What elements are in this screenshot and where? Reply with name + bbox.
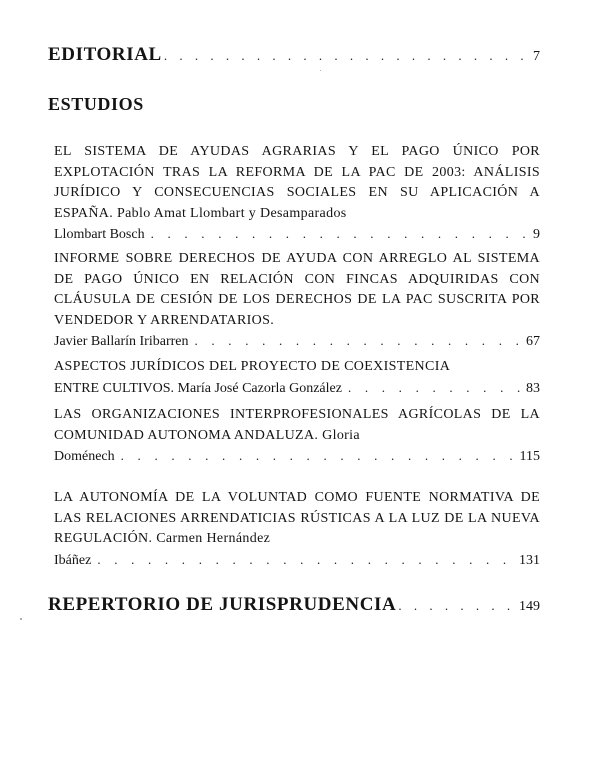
entry-title: LA AUTONOMÍA DE LA VOLUNTAD COMO FUENTE NORMATIVA DE LAS RELACIONES ARRENDATICIAS RÚSTICAS A LA LUZ DE LA NUEVA REGULACIÓN. Carmen Hernández — [54, 490, 540, 546]
entry-authors: Ibáñez — [54, 552, 92, 568]
dot-leader — [348, 378, 522, 399]
entry-tail-line — [54, 331, 540, 353]
scan-speck — [20, 618, 22, 620]
entry-page-number: 115 — [519, 449, 540, 464]
dot-leader — [151, 224, 529, 245]
repertorio-title: REPERTORIO DE JURISPRUDENCIA — [48, 594, 397, 615]
entry-page-number: 67 — [526, 334, 540, 349]
entry-page-number: 9 — [533, 227, 540, 242]
toc-entry[interactable] — [54, 488, 540, 571]
toc-entry[interactable] — [54, 249, 540, 353]
entry-page-number: 83 — [526, 380, 540, 396]
toc-entry[interactable] — [54, 405, 540, 468]
toc-entry[interactable] — [54, 142, 540, 246]
entry-title: INFORME SOBRE DERECHOS DE AYUDA CON ARREGLO AL SISTEMA DE PAGO ÚNICO EN RELACIÓN CON FINCAS ADQUIRIDAS CON CLÁUSULA DE CESIÓN DE LOS DERECHOS DE LA PAC SUSCRITA POR VENDEDOR Y ARRENDATARIOS. — [54, 251, 540, 328]
toc-entry[interactable] — [54, 357, 540, 399]
entry-tail-line — [54, 378, 540, 400]
entry-title: LAS ORGANIZACIONES INTERPROFESIONALES AGRÍCOLAS DE LA COMUNIDAD AUTONOMA ANDALUZA. Gloria — [54, 407, 540, 443]
entry-authors: ENTRE CULTIVOS. María José Cazorla González — [54, 380, 342, 396]
toc-editorial-line[interactable] — [48, 44, 540, 66]
repertorio-page-number: 149 — [519, 599, 540, 614]
entry-tail-line — [54, 224, 540, 246]
entry-page-number: 131 — [519, 552, 540, 568]
entry-authors: Doménech — [54, 449, 115, 464]
editorial-title: EDITORIAL — [48, 44, 162, 65]
entry-authors: Llombart Bosch — [54, 227, 145, 242]
estudios-heading: ESTUDIOS — [48, 94, 144, 114]
dot-leader — [121, 446, 516, 467]
dot-leader — [97, 550, 515, 571]
entry-tail-line — [54, 446, 540, 468]
entry-authors: Javier Ballarín Iribarren — [54, 334, 189, 349]
scan-speck — [320, 70, 321, 71]
dot-leader — [398, 598, 513, 614]
entry-title: EL SISTEMA DE AYUDAS AGRARIAS Y EL PAGO ÚNICO POR EXPLOTACIÓN TRAS LA REFORMA DE LA PAC DE 2003: ANÁLISIS JURÍDICO Y CONSECUENCIAS SOCIALES EN SU APLICACIÓN A ESPAÑA. Pablo Amat Llombart y Desamparados — [54, 144, 540, 221]
dot-leader — [164, 48, 527, 64]
entry-tail-line — [54, 550, 540, 572]
dot-leader — [195, 331, 523, 352]
toc-repertorio-line[interactable] — [48, 594, 540, 616]
editorial-page-number: 7 — [533, 49, 540, 64]
entry-title: ASPECTOS JURÍDICOS DEL PROYECTO DE COEXISTENCIA — [54, 359, 451, 374]
